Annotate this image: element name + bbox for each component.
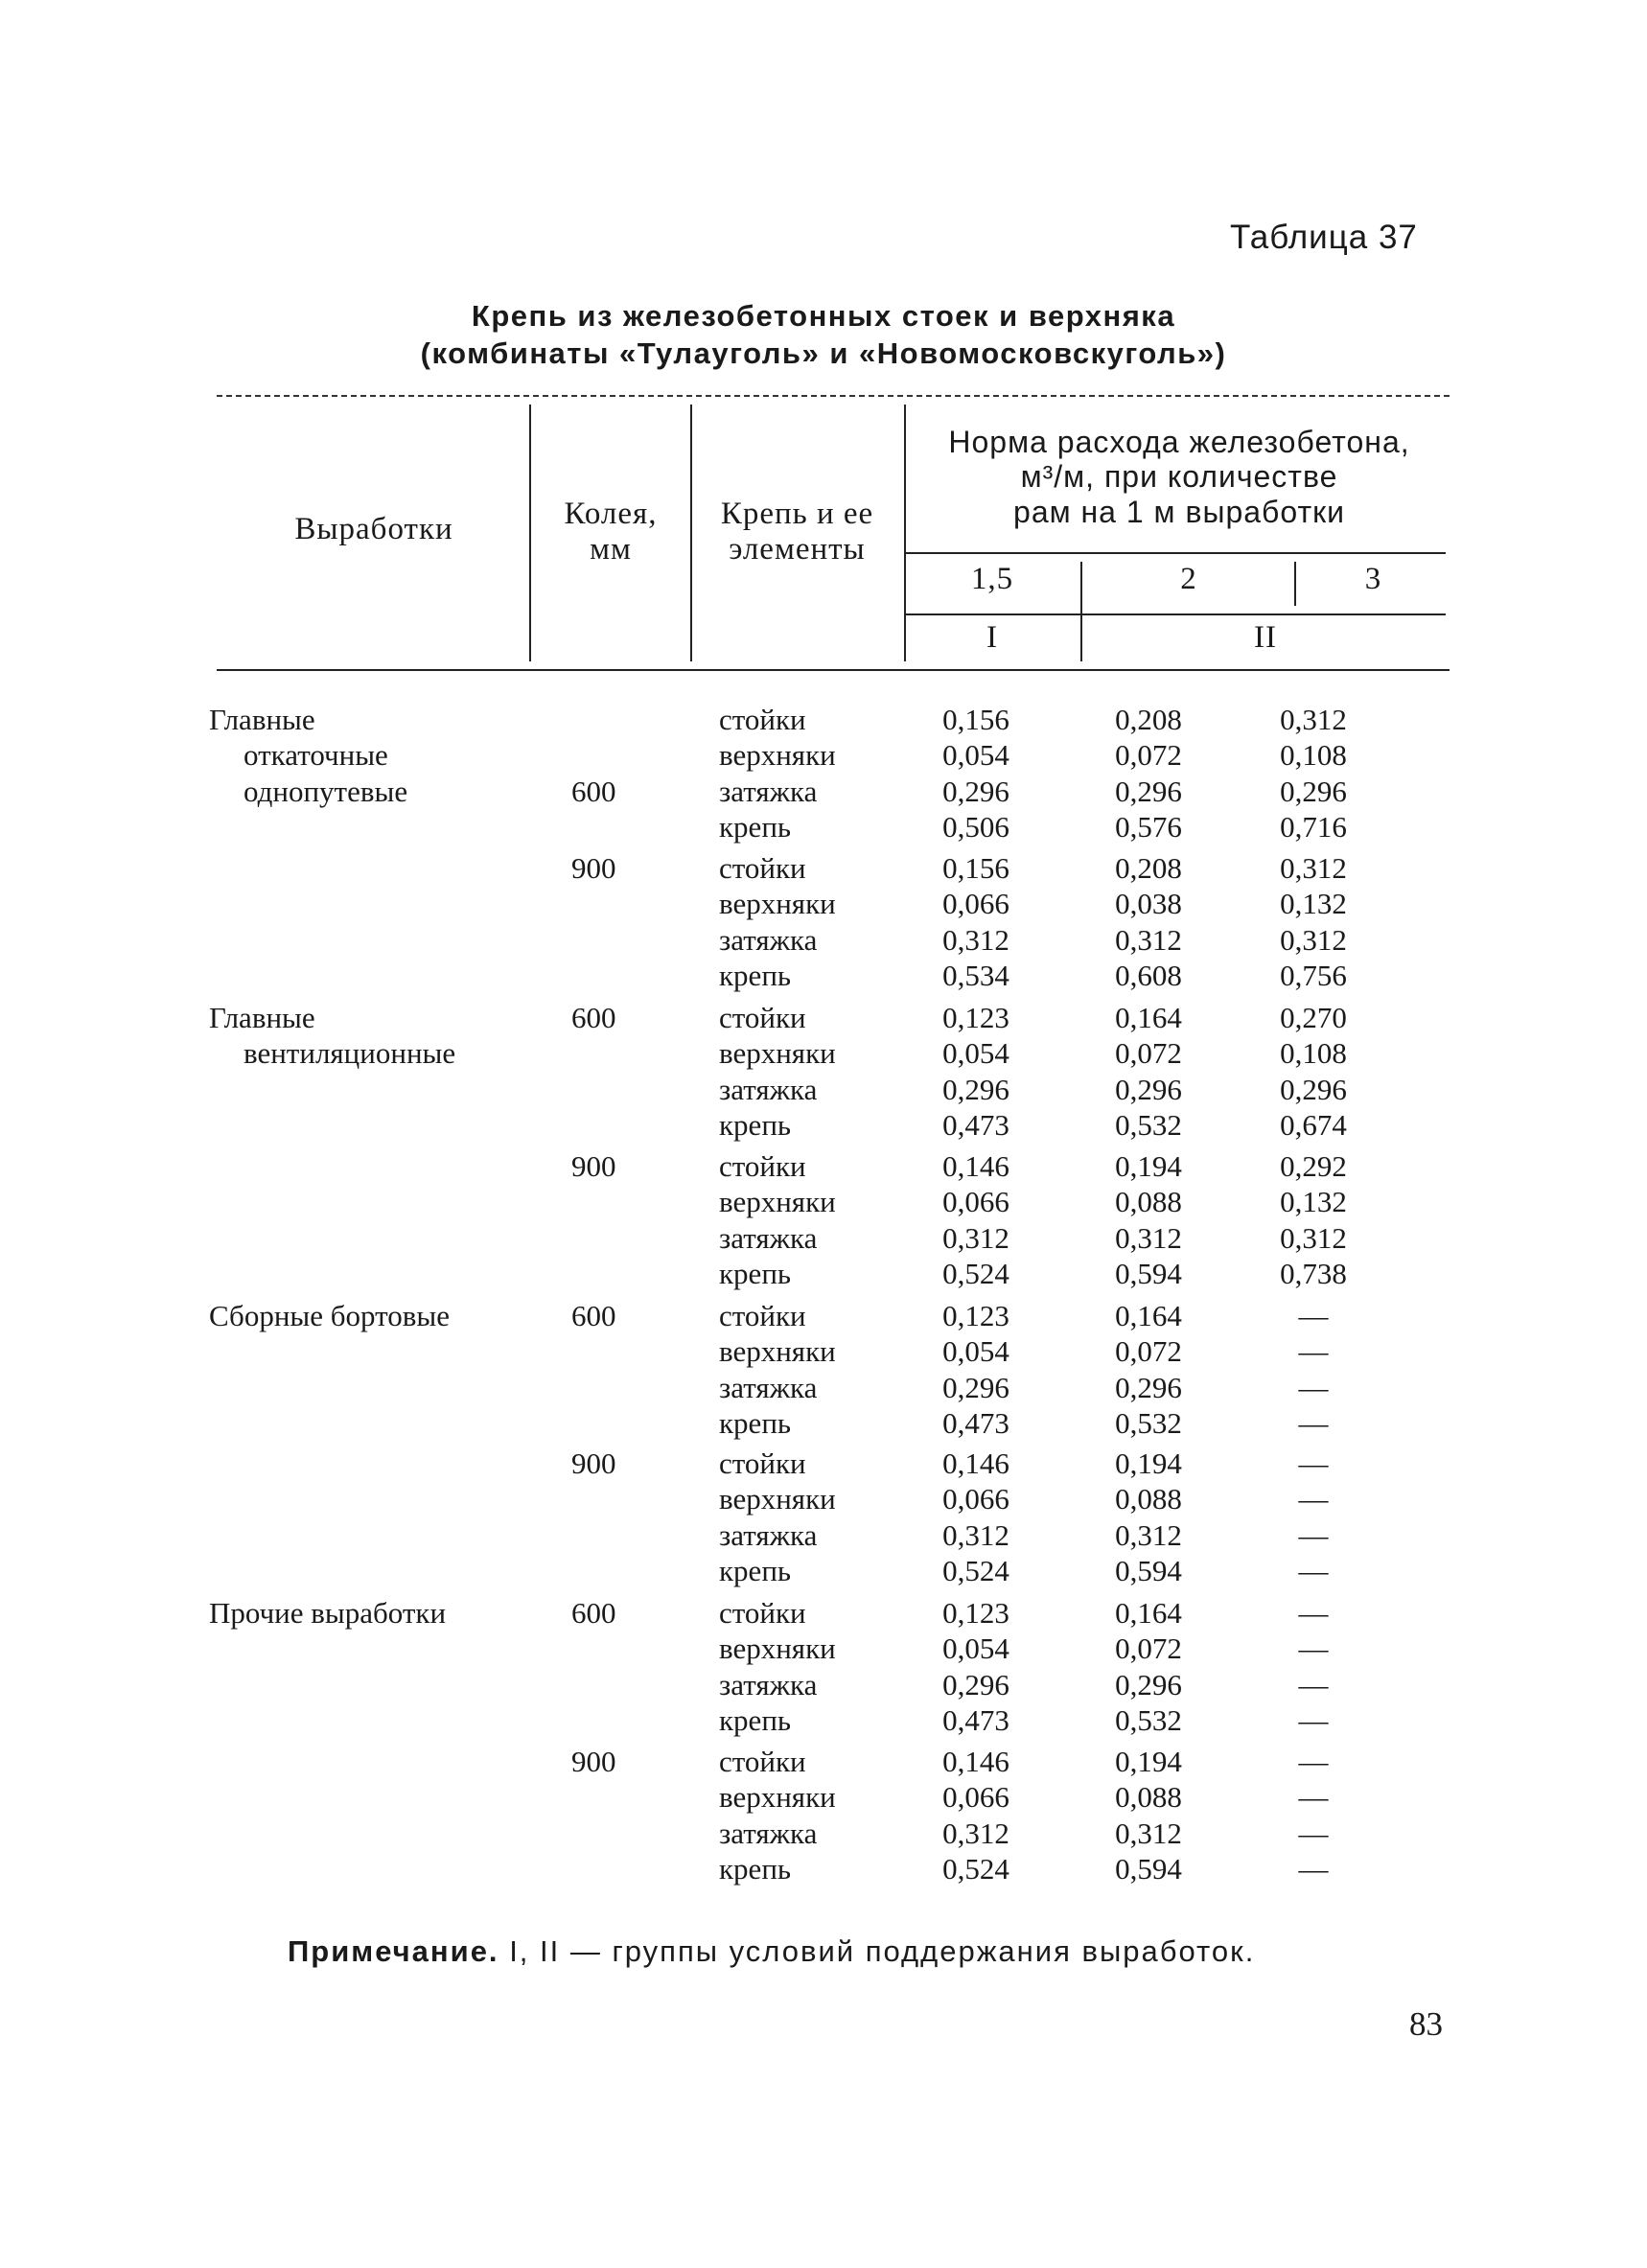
value-cell: 0,156 — [942, 851, 1009, 885]
working-name: Главные — [209, 1001, 315, 1034]
value-cell: 0,524 — [942, 1256, 1009, 1290]
element-name: верхняки — [719, 738, 836, 773]
element-name: затяжка — [719, 1816, 818, 1850]
value-cell: 0,576 — [1115, 809, 1182, 844]
value-cell: 0,506 — [942, 809, 1009, 844]
value-cell: 0,312 — [1115, 1220, 1182, 1255]
value-cell: — — [1298, 1299, 1329, 1332]
value-cell: 0,312 — [942, 1517, 1009, 1552]
value-cell: 0,146 — [942, 1745, 1009, 1778]
element-name: затяжка — [719, 1220, 818, 1255]
value-cell: 0,123 — [942, 1596, 1009, 1630]
value-cell: 0,088 — [1115, 1185, 1182, 1219]
working-name: вентиляционные — [244, 1036, 456, 1071]
value-cell: 0,296 — [942, 1667, 1009, 1701]
gauge-value: 900 — [571, 1149, 616, 1183]
value-cell: 0,208 — [1115, 703, 1182, 736]
element-name: крепь — [719, 1256, 792, 1290]
col-divider-frames-1 — [1080, 562, 1082, 661]
header-frames-3: 3 — [1364, 562, 1382, 596]
value-cell: 0,608 — [1115, 958, 1182, 992]
element-name: крепь — [719, 1107, 792, 1142]
value-cell: 0,312 — [942, 1220, 1009, 1255]
value-cell: 0,532 — [1115, 1107, 1182, 1142]
value-cell: — — [1298, 1370, 1329, 1404]
value-cell: 0,038 — [1115, 887, 1182, 921]
value-cell: 0,088 — [1115, 1482, 1182, 1516]
value-cell: 0,132 — [1280, 887, 1347, 921]
header-support-line1: Крепь и ее — [720, 497, 874, 531]
header-frames-2: 2 — [1180, 562, 1197, 596]
element-name: стойки — [719, 1446, 806, 1480]
element-name: затяжка — [719, 774, 818, 808]
value-cell: 0,296 — [1115, 1667, 1182, 1701]
value-cell: — — [1298, 1780, 1329, 1815]
value-cell: 0,534 — [942, 958, 1009, 992]
header-norm-line1: Норма расхода железобетона, — [948, 425, 1410, 459]
value-cell: 0,312 — [942, 1816, 1009, 1850]
header-norm-line2: м³/м, при количестве — [1020, 459, 1338, 495]
value-cell: 0,292 — [1280, 1149, 1347, 1183]
header-gauge-line2: мм — [590, 532, 632, 567]
element-name: крепь — [719, 1851, 792, 1886]
gauge-value: 600 — [571, 1596, 616, 1630]
value-cell: 0,066 — [942, 1780, 1009, 1815]
value-cell: 0,524 — [942, 1553, 1009, 1587]
element-name: стойки — [719, 851, 806, 885]
value-cell: 0,072 — [1115, 1334, 1182, 1369]
value-cell: 0,208 — [1115, 851, 1182, 885]
top-rule — [217, 395, 1450, 397]
element-name: стойки — [719, 1149, 806, 1183]
value-cell: 0,524 — [942, 1851, 1009, 1886]
element-name: затяжка — [719, 1667, 818, 1701]
value-cell: — — [1298, 1517, 1329, 1552]
value-cell: — — [1298, 1816, 1329, 1850]
element-name: стойки — [719, 1001, 806, 1034]
element-name: стойки — [719, 703, 806, 736]
value-cell: 0,716 — [1280, 809, 1347, 844]
header-frames-1: 1,5 — [970, 562, 1014, 596]
header-group-1: I — [986, 620, 998, 655]
value-cell: 0,108 — [1280, 1036, 1347, 1071]
value-cell: 0,296 — [1115, 1370, 1182, 1404]
value-cell: 0,312 — [1115, 1816, 1182, 1850]
value-cell: 0,146 — [942, 1446, 1009, 1480]
header-gauge — [539, 497, 683, 568]
value-cell: 0,312 — [1280, 922, 1347, 957]
header-norm — [911, 425, 1448, 529]
value-cell: 0,312 — [1115, 1517, 1182, 1552]
element-name: стойки — [719, 1299, 806, 1332]
value-cell: 0,594 — [1115, 1256, 1182, 1290]
value-cell: 0,296 — [1280, 1072, 1347, 1106]
element-name: затяжка — [719, 1072, 818, 1106]
working-name: Главные — [209, 703, 315, 736]
working-name: Сборные бортовые — [209, 1299, 450, 1332]
header-group-2: II — [1254, 620, 1277, 655]
value-cell: — — [1298, 1745, 1329, 1778]
header-rule-groups — [904, 613, 1446, 615]
value-cell: — — [1298, 1596, 1329, 1630]
value-cell: — — [1298, 1334, 1329, 1369]
value-cell: 0,312 — [1280, 851, 1347, 885]
footnote-text: I, II — группы условий поддержания выработок. — [509, 1934, 1256, 1968]
value-cell: 0,296 — [942, 1072, 1009, 1106]
value-cell: 0,532 — [1115, 1702, 1182, 1737]
gauge-value: 600 — [571, 1299, 616, 1332]
value-cell: 0,296 — [942, 1370, 1009, 1404]
gauge-value: 600 — [571, 774, 616, 808]
value-cell: — — [1298, 1702, 1329, 1737]
gauge-value: 900 — [571, 1745, 616, 1778]
value-cell: 0,312 — [1280, 703, 1347, 736]
element-name: крепь — [719, 958, 792, 992]
value-cell: — — [1298, 1632, 1329, 1666]
element-name: верхняки — [719, 887, 836, 921]
value-cell: 0,594 — [1115, 1851, 1182, 1886]
element-name: стойки — [719, 1745, 806, 1778]
value-cell: 0,473 — [942, 1405, 1009, 1440]
value-cell: 0,473 — [942, 1702, 1009, 1737]
header-bottom-rule — [217, 669, 1450, 671]
footnote — [288, 1934, 1255, 1969]
col-divider-2 — [690, 405, 692, 661]
value-cell: 0,072 — [1115, 1036, 1182, 1071]
working-name: откаточные — [244, 738, 388, 773]
value-cell: 0,296 — [942, 774, 1009, 808]
gauge-value: 600 — [571, 1001, 616, 1034]
col-divider-3 — [904, 405, 906, 661]
value-cell: 0,312 — [1280, 1220, 1347, 1255]
footnote-label: Примечание. — [288, 1934, 499, 1968]
value-cell: 0,132 — [1280, 1185, 1347, 1219]
value-cell: 0,054 — [942, 738, 1009, 773]
value-cell: 0,156 — [942, 703, 1009, 736]
col-divider-1 — [529, 405, 531, 661]
element-name: верхняки — [719, 1780, 836, 1815]
value-cell: 0,164 — [1115, 1001, 1182, 1034]
value-cell: 0,194 — [1115, 1149, 1182, 1183]
value-cell: 0,194 — [1115, 1745, 1182, 1778]
value-cell: 0,674 — [1280, 1107, 1347, 1142]
value-cell: 0,164 — [1115, 1596, 1182, 1630]
value-cell: 0,066 — [942, 1482, 1009, 1516]
element-name: затяжка — [719, 922, 818, 957]
value-cell: 0,054 — [942, 1036, 1009, 1071]
value-cell: 0,066 — [942, 887, 1009, 921]
value-cell: 0,296 — [1115, 1072, 1182, 1106]
value-cell: 0,738 — [1280, 1256, 1347, 1290]
table-number: Таблица 37 — [1230, 219, 1418, 256]
value-cell: 0,532 — [1115, 1405, 1182, 1440]
element-name: верхняки — [719, 1185, 836, 1219]
value-cell: 0,054 — [942, 1632, 1009, 1666]
col-divider-frames-2 — [1294, 562, 1296, 606]
value-cell: 0,296 — [1280, 774, 1347, 808]
element-name: верхняки — [719, 1632, 836, 1666]
header-workings: Выработки — [294, 512, 453, 546]
value-cell: — — [1298, 1405, 1329, 1440]
value-cell: 0,594 — [1115, 1553, 1182, 1587]
element-name: верхняки — [719, 1036, 836, 1071]
value-cell: 0,194 — [1115, 1446, 1182, 1480]
element-name: верхняки — [719, 1482, 836, 1516]
element-name: затяжка — [719, 1517, 818, 1552]
value-cell: 0,066 — [942, 1185, 1009, 1219]
gauge-value: 900 — [571, 1446, 616, 1480]
header-support — [694, 497, 900, 568]
page-number: 83 — [1409, 2005, 1443, 2043]
value-cell: 0,296 — [1115, 774, 1182, 808]
header-gauge-line1: Колея, — [564, 497, 658, 531]
working-name: Прочие выработки — [209, 1596, 447, 1630]
value-cell: — — [1298, 1667, 1329, 1701]
table-caption — [0, 297, 1647, 373]
value-cell: — — [1298, 1553, 1329, 1587]
value-cell: 0,108 — [1280, 738, 1347, 773]
value-cell: 0,312 — [942, 922, 1009, 957]
value-cell: 0,123 — [942, 1299, 1009, 1332]
header-support-line2: элементы — [729, 532, 866, 567]
value-cell: 0,473 — [942, 1107, 1009, 1142]
caption-line-2: (комбинаты «Тулауголь» и «Новомосковскуголь») — [420, 336, 1227, 371]
element-name: затяжка — [719, 1370, 818, 1404]
element-name: верхняки — [719, 1334, 836, 1369]
header-norm-line3: рам на 1 м выработки — [1013, 494, 1345, 529]
value-cell: 0,164 — [1115, 1299, 1182, 1332]
element-name: крепь — [719, 1553, 792, 1587]
caption-line-1: Крепь из железобетонных стоек и верхняка — [471, 299, 1176, 333]
value-cell: 0,312 — [1115, 922, 1182, 957]
value-cell: — — [1298, 1482, 1329, 1516]
working-name: однопутевые — [244, 774, 408, 808]
element-name: крепь — [719, 1702, 792, 1737]
value-cell: 0,270 — [1280, 1001, 1347, 1034]
gauge-value: 900 — [571, 851, 616, 885]
value-cell: — — [1298, 1851, 1329, 1886]
value-cell: 0,756 — [1280, 958, 1347, 992]
value-cell: 0,072 — [1115, 738, 1182, 773]
value-cell: 0,054 — [942, 1334, 1009, 1369]
element-name: крепь — [719, 809, 792, 844]
value-cell: 0,123 — [942, 1001, 1009, 1034]
element-name: стойки — [719, 1596, 806, 1630]
value-cell: 0,146 — [942, 1149, 1009, 1183]
value-cell: 0,088 — [1115, 1780, 1182, 1815]
header-rule-frames — [904, 552, 1446, 554]
element-name: крепь — [719, 1405, 792, 1440]
value-cell: — — [1298, 1446, 1329, 1480]
value-cell: 0,072 — [1115, 1632, 1182, 1666]
